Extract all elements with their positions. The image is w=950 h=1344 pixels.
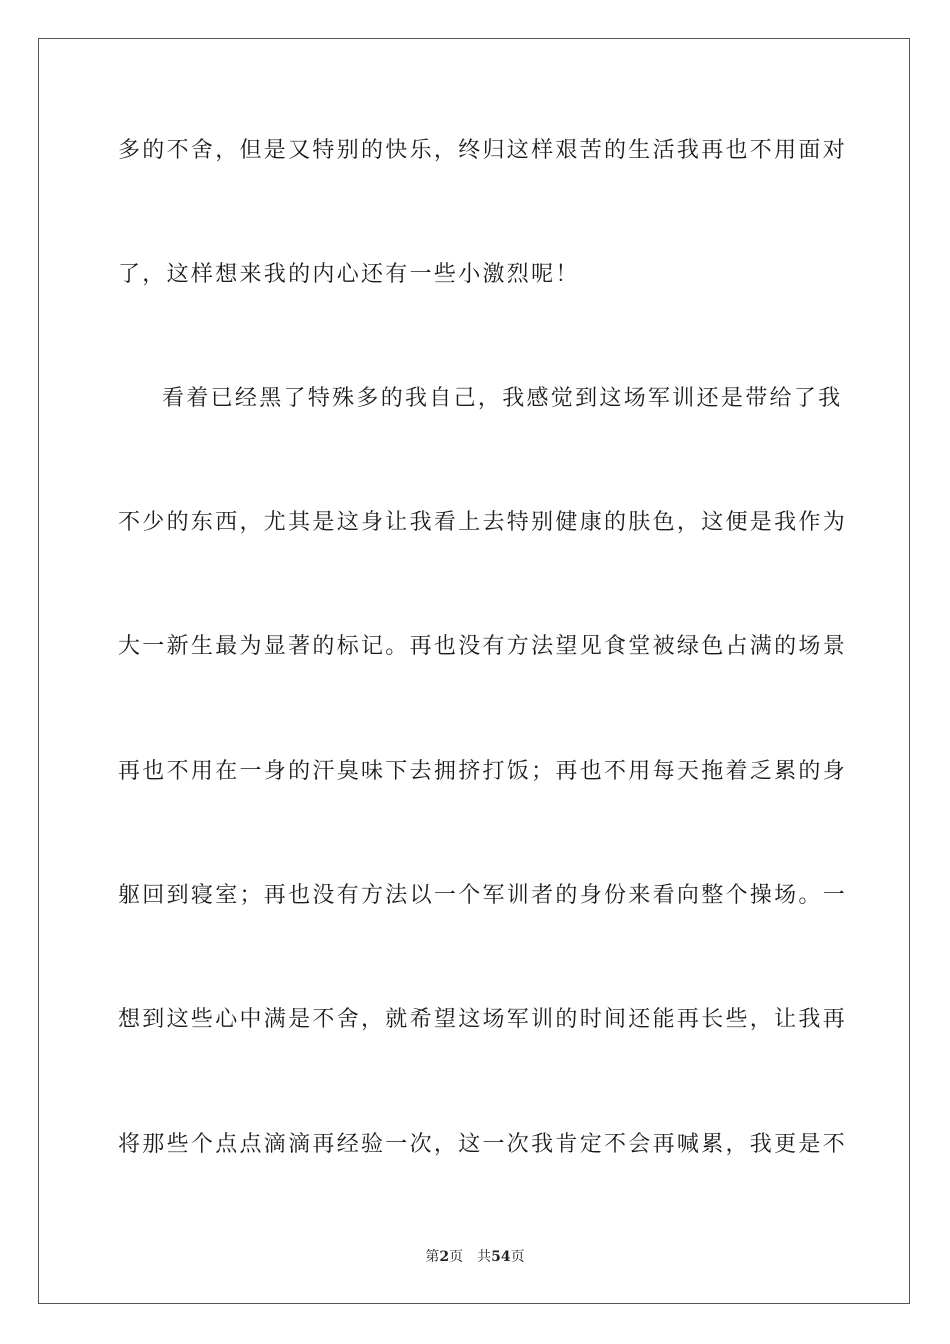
page-suffix: 页 xyxy=(449,1249,464,1265)
text-line-7: 躯回到寝室；再也没有方法以一个军训者的身份来看向整个操场。一 xyxy=(118,883,848,908)
page-prefix: 第 xyxy=(425,1249,440,1265)
page-footer xyxy=(0,1248,950,1266)
text-line-6: 再也不用在一身的汗臭味下去拥挤打饭；再也不用每天拖着乏累的身 xyxy=(118,759,848,784)
text-line-4: 不少的东西，尤其是这身让我看上去特别健康的肤色，这便是我作为 xyxy=(118,510,848,535)
total-prefix: 共 xyxy=(477,1249,492,1265)
text-line-2: 了，这样想来我的内心还有一些小激烈呢！ xyxy=(118,262,580,287)
page-border xyxy=(38,38,910,1304)
text-line-9: 将那些个点点滴滴再经验一次，这一次我肯定不会再喊累，我更是不 xyxy=(118,1132,848,1157)
text-line-1: 多的不舍，但是又特别的快乐，终归这样艰苦的生活我再也不用面对 xyxy=(118,138,848,163)
text-line-3: 看着已经黑了特殊多的我自己，我感觉到这场军训还是带给了我 xyxy=(162,386,843,411)
text-line-8: 想到这些心中满是不舍，就希望这场军训的时间还能再长些，让我再 xyxy=(118,1007,848,1032)
text-line-5: 大一新生最为显著的标记。再也没有方法望见食堂被绿色占满的场景 xyxy=(118,634,848,659)
total-pages: 54 xyxy=(491,1249,511,1265)
page-number: 2 xyxy=(439,1249,450,1265)
total-suffix: 页 xyxy=(510,1249,525,1265)
